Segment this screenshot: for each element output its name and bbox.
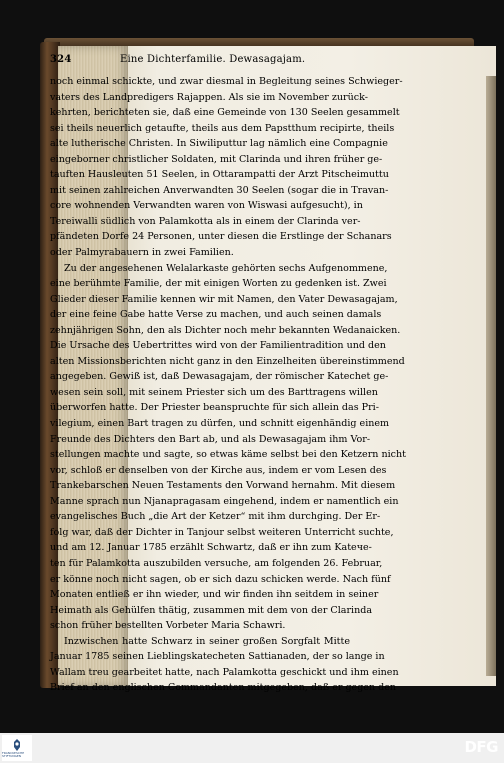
text-line: ten für Palamkotta auszubilden versuche, am folgenden 26. Februar, bbox=[50, 557, 383, 569]
text-line: Monaten entließ er ihn wieder, und wir finden ihn seitdem in seiner bbox=[50, 589, 379, 601]
text-line: vaters des Landpredigers Rajappen. Als sie im November zurück- bbox=[50, 91, 368, 103]
library-crest-icon bbox=[10, 738, 24, 752]
text-line: alte lutherische Christen. In Siwiliputtur lag nämlich eine Compagnie bbox=[50, 138, 388, 150]
running-head: Eine Dichterfamilie. Dewasagajam. bbox=[120, 54, 306, 65]
text-line: Freunde des Dichters den Bart ab, und als Dewasagajam ihm Vor- bbox=[50, 433, 371, 445]
text-line: tauften Hausleuten 51 Seelen, in Ottarampatti der Arzt Pitscheimuttu bbox=[50, 169, 389, 181]
text-line: der eine feine Gabe hatte Verse zu machen, und auch seinen damals bbox=[50, 309, 382, 321]
text-line: evangelisches Buch „die Art der Ketzer“ mit ihm durchging. Der Er- bbox=[50, 511, 381, 523]
page-header bbox=[50, 54, 350, 68]
text-line: Glieder dieser Familie kennen wir mit Namen, den Vater Dewasagajam, bbox=[50, 293, 398, 305]
text-line: zehnjährigen Sohn, den als Dichter noch mehr bekannten Wedanaicken. bbox=[50, 324, 401, 336]
text-line: mit seinen zahlreichen Anverwandten 30 Seelen (sogar die in Travan- bbox=[50, 184, 389, 196]
text-line: pfändeten Dorfe 24 Personen, unter diesen die Erstlinge der Schanars bbox=[50, 231, 392, 243]
page-right-edge bbox=[486, 76, 496, 676]
text-line: Heimath als Gehülfen thätig, zusammen mit dem von der Clarinda bbox=[50, 604, 373, 616]
text-line: Inzwischen hatte Schwarz in seiner großen Sorgfalt Mitte bbox=[64, 635, 350, 647]
text-line: angegeben. Gewiß ist, daß Dewasagajam, der römischer Katechet ge- bbox=[50, 371, 389, 383]
text-line: sei theils neuerlich getaufte, theils aus dem Papstthum recipirte, theils bbox=[50, 122, 395, 134]
body-text bbox=[50, 74, 406, 696]
text-line: stellungen machte und sagte, so etwas käme selbst bei den Ketzern nicht bbox=[50, 449, 406, 461]
page-number: 324 bbox=[50, 54, 72, 65]
text-line: folg war, daß der Dichter in Tanjour selbst weiteren Unterricht suchte, bbox=[50, 526, 394, 538]
text-line: oder Palmyrabauern in zwei Familien. bbox=[50, 247, 234, 259]
text-line: vilegium, einen Bart tragen zu dürfen, und schnitt eigenhändig einem bbox=[50, 418, 390, 430]
text-line: Wallam treu gearbeitet hatte, nach Palamkotta geschickt und ihm einen bbox=[50, 666, 399, 678]
text-line: vor, schloß er denselben von der Kirche aus, indem er vom Lesen des bbox=[50, 464, 387, 476]
text-line: Trankebarschen Neuen Testaments den Vorwand hernahm. Mit diesem bbox=[50, 480, 396, 492]
dfg-logo: DFG bbox=[464, 738, 498, 756]
text-line: schon früher bestellten Vorbeter Maria Schawri. bbox=[50, 620, 286, 632]
text-line: noch einmal schickte, und zwar diesmal in Begleitung seines Schwieger- bbox=[50, 76, 403, 87]
text-line: eingeborner christlicher Soldaten, mit Clarinda und ihren früher ge- bbox=[50, 153, 383, 165]
text-line: core wohnenden Verwandten waren von Wiswasi aufgesucht), in bbox=[50, 200, 363, 212]
library-logo bbox=[2, 735, 32, 761]
text-line: und am 12. Januar 1785 erzählt Schwartz, daß er ihn zum Katече- bbox=[50, 542, 372, 554]
text-line: überworfen hatte. Der Priester beanspruchte für sich allein das Pri- bbox=[50, 402, 379, 414]
text-line: kehrten, berichteten sie, daß eine Gemeinde von 130 Seelen gesammelt bbox=[50, 107, 400, 119]
library-logo-text: FRANCKESCHE STIFTUNGEN bbox=[2, 750, 25, 758]
footer-bar bbox=[0, 733, 504, 763]
text-line: Manne sprach nun Njanapragasam eingehend, indem er namentlich ein bbox=[50, 495, 399, 507]
text-line: Tereiwalli südlich von Palamkotta als in einem der Clarinda ver- bbox=[50, 215, 361, 227]
text-line: er könne noch nicht sagen, ob er sich dazu schicken werde. Nach fünf bbox=[50, 573, 391, 585]
text-line: wesen sein soll, mit seinem Priester sich um des Barttragens willen bbox=[50, 386, 378, 398]
text-line: Zu der angesehenen Welalarkaste gehörten sechs Aufgenommene, bbox=[64, 262, 388, 274]
text-line: alten Missionsberichten nicht ganz in den Einzelheiten übereinstimmend bbox=[50, 355, 405, 367]
text-line: Die Ursache des Uebertrittes wird von der Familientradition und den bbox=[50, 340, 386, 352]
text-line: Brief an den englischen Commandanten mitgegeben, daß er gegen den bbox=[50, 682, 397, 694]
text-line: eine berühmte Familie, der mit einigen Worten zu gedenken ist. Zwei bbox=[50, 278, 387, 290]
text-line: Januar 1785 seinen Lieblingskatecheten Sattianaden, der so lange in bbox=[50, 651, 385, 663]
